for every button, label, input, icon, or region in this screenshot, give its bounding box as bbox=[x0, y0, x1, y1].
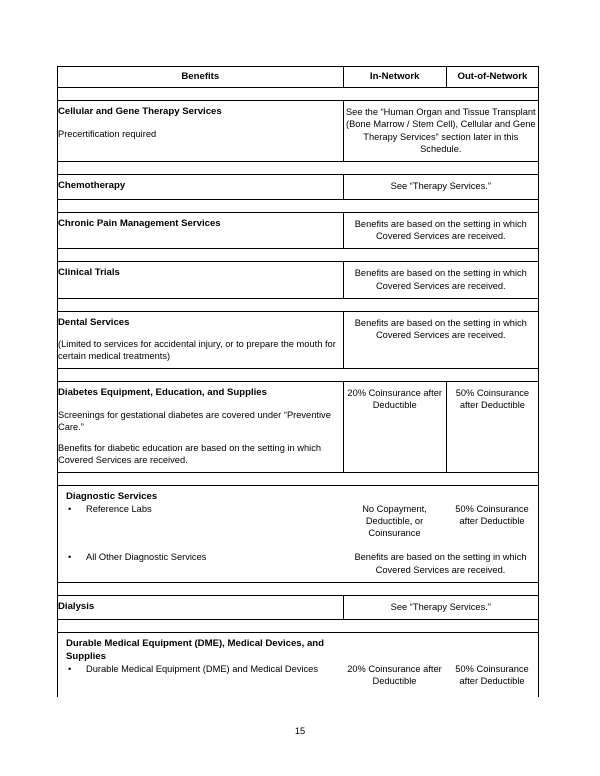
benefit-cell bbox=[58, 595, 344, 620]
benefit-cell bbox=[58, 101, 344, 162]
diagnostic-services-cell bbox=[58, 485, 539, 582]
column-header-benefits: Benefits bbox=[58, 67, 344, 88]
spacer-cell bbox=[58, 472, 539, 485]
benefit-title: Durable Medical Equipment (DME), Medical Devices, and Supplies bbox=[66, 638, 325, 662]
bullet-list bbox=[58, 663, 538, 687]
out-of-network-value: 50% Coinsurance after Deductible bbox=[455, 504, 529, 527]
spacer-cell bbox=[58, 620, 539, 633]
benefit-title: Chronic Pain Management Services bbox=[58, 217, 221, 229]
bullet-label bbox=[58, 551, 343, 563]
table-row-diagnostic-services bbox=[58, 485, 539, 582]
dme-cell bbox=[58, 633, 539, 698]
list-item bbox=[58, 551, 538, 576]
table-row-durable-medical-equipment bbox=[58, 633, 539, 698]
spacer-row bbox=[58, 369, 539, 382]
table-row-clinical-trials bbox=[58, 262, 539, 299]
in-network-value: No Copayment, Deductible, or Coinsurance bbox=[362, 504, 427, 539]
page-number: 15 bbox=[294, 726, 306, 736]
benefit-title: Diabetes Equipment, Education, and Supplies bbox=[58, 387, 267, 399]
spacer-cell bbox=[58, 298, 539, 311]
table-row-dialysis bbox=[58, 595, 539, 620]
bullet-label bbox=[58, 503, 343, 515]
benefit-cell bbox=[58, 212, 344, 249]
spacer-cell bbox=[58, 162, 539, 175]
benefit-title: Dental Services bbox=[58, 316, 130, 328]
spacer-cell bbox=[58, 582, 539, 595]
spacer-cell bbox=[58, 249, 539, 262]
benefit-cell bbox=[58, 311, 344, 369]
bullet-icon: • bbox=[68, 552, 72, 563]
table-row-chemotherapy bbox=[58, 175, 539, 200]
benefit-cell bbox=[58, 382, 344, 473]
coverage-text: Benefits are based on the setting in which Covered Services are received. bbox=[354, 268, 527, 291]
coverage-value-span bbox=[343, 262, 538, 299]
benefit-cell bbox=[58, 175, 344, 200]
spacer-row bbox=[58, 582, 539, 595]
table-row-diabetes-equipment-education-supplies bbox=[58, 382, 539, 473]
table-header-row bbox=[58, 67, 539, 88]
benefit-cell bbox=[58, 262, 344, 299]
list-item bbox=[58, 663, 538, 687]
coverage-text: Benefits are based on the setting in which Covered Services are received. bbox=[354, 552, 527, 575]
coverage-text: Benefits are based on the setting in which Covered Services are received. bbox=[354, 317, 527, 341]
out-of-network-value: 50% Coinsurance after Deductible bbox=[455, 664, 529, 687]
spacer-row bbox=[58, 162, 539, 175]
bullet-label bbox=[58, 663, 343, 675]
bullet-label-text: All Other Diagnostic Services bbox=[86, 552, 207, 563]
spacer-row bbox=[58, 472, 539, 485]
benefit-title: Dialysis bbox=[58, 600, 95, 612]
coverage-value-span bbox=[343, 101, 538, 162]
spacer-row bbox=[58, 88, 539, 101]
bullet-icon: • bbox=[68, 664, 72, 675]
spacer-row bbox=[58, 620, 539, 633]
coverage-value-span bbox=[343, 311, 538, 369]
bullet-list bbox=[58, 503, 538, 576]
benefit-subtext-2: Benefits for diabetic education are based on the setting in which Covered Services are received. bbox=[58, 442, 322, 465]
benefit-title: Cellular and Gene Therapy Services bbox=[58, 106, 222, 117]
coverage-value-span bbox=[343, 175, 538, 200]
spacer-cell bbox=[58, 199, 539, 212]
coverage-text: Benefits are based on the setting in which Covered Services are received. bbox=[354, 218, 527, 241]
coverage-value-span bbox=[343, 212, 538, 249]
spacer-cell bbox=[58, 88, 539, 101]
bullet-icon: • bbox=[68, 504, 72, 515]
benefit-subtext-1: Screenings for gestational diabetes are covered under “Preventive Care.” bbox=[58, 409, 331, 432]
spacer-row bbox=[58, 298, 539, 311]
in-network-value: 20% Coinsurance after Deductible bbox=[347, 664, 442, 687]
benefit-title: Chemotherapy bbox=[58, 180, 126, 192]
bullet-label-text: Reference Labs bbox=[86, 504, 152, 515]
benefit-subtext: (Limited to services for accidental injury, or to prepare the mouth for certain medical treatments) bbox=[58, 339, 336, 362]
benefits-schedule-table bbox=[57, 66, 539, 697]
out-of-network-value-cell bbox=[446, 382, 538, 473]
in-network-value-cell bbox=[343, 382, 446, 473]
list-item bbox=[58, 503, 538, 539]
out-of-network-value: 50% Coinsurance after Deductible bbox=[455, 388, 530, 411]
coverage-text: See “Therapy Services.” bbox=[390, 601, 491, 612]
coverage-text: See “Therapy Services.” bbox=[390, 181, 491, 192]
column-header-in-network: In-Network bbox=[343, 67, 446, 88]
coverage-text: See the “Human Organ and Tissue Transplant (Bone Marrow / Stem Cell), Cellular and Gene Therapy Services” section later in this Schedule. bbox=[345, 107, 536, 154]
benefit-subtext: Precertification required bbox=[58, 128, 157, 139]
bullet-label-text: Durable Medical Equipment (DME) and Medical Devices bbox=[86, 664, 318, 675]
spacer-cell bbox=[58, 369, 539, 382]
in-network-value: 20% Coinsurance after Deductible bbox=[347, 388, 442, 411]
table-row-dental-services bbox=[58, 311, 539, 369]
spacer-row bbox=[58, 199, 539, 212]
table-row-cellular-gene-therapy bbox=[58, 101, 539, 162]
table-row-chronic-pain-management bbox=[58, 212, 539, 249]
column-header-out-of-network: Out-of-Network bbox=[446, 67, 538, 88]
benefit-title: Diagnostic Services bbox=[66, 490, 158, 502]
spacer-row bbox=[58, 249, 539, 262]
coverage-value-span bbox=[343, 595, 538, 620]
benefit-title: Clinical Trials bbox=[58, 267, 120, 279]
